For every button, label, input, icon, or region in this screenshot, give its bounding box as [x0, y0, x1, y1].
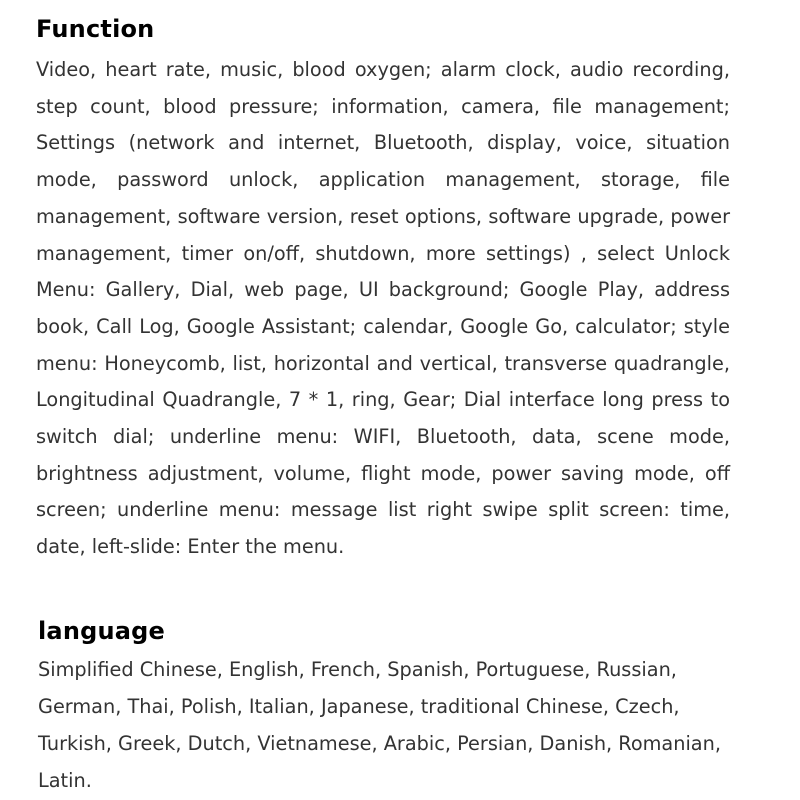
function-description: Video, heart rate, music, blood oxygen; alarm clock, audio recording, step count, blood pressure; information, camera, file management; Settings (network and internet, Bluetooth, display, voice, situation mode, password unlock, application management, storage, file management, software version, reset options, software upgrade, power management, timer on/off, shutdown, more settings) , select Unlock Menu: Gallery, Dial, web page, UI background; Google Play, address book, Call Log, Google Assistant; calendar, Google Go, calculator; style menu: Honeycomb, list, horizontal and vertical, transverse quadrangle, Longitudinal Quadrangle, 7 * 1, ring, Gear; Dial interface long press to switch dial; underline menu: WIFI, Bluetooth, data, scene mode, brightness adjustment, volume, flight mode, power saving mode, off screen; underline menu: message list right swipe split screen: time, date, left-slide: Enter the menu. — [36, 58, 730, 559]
language-section — [0, 614, 800, 799]
function-heading: Function — [36, 15, 155, 43]
function-section — [0, 12, 800, 566]
language-list: Simplified Chinese, English, French, Spanish, Portuguese, Russian, German, Thai, Polish, Italian, Japanese, traditional Chinese, Czech, Turkish, Greek, Dutch, Vietnamese, Arabic, Persian, Danish, Romanian, Latin. — [38, 658, 721, 792]
language-heading: language — [38, 617, 166, 645]
